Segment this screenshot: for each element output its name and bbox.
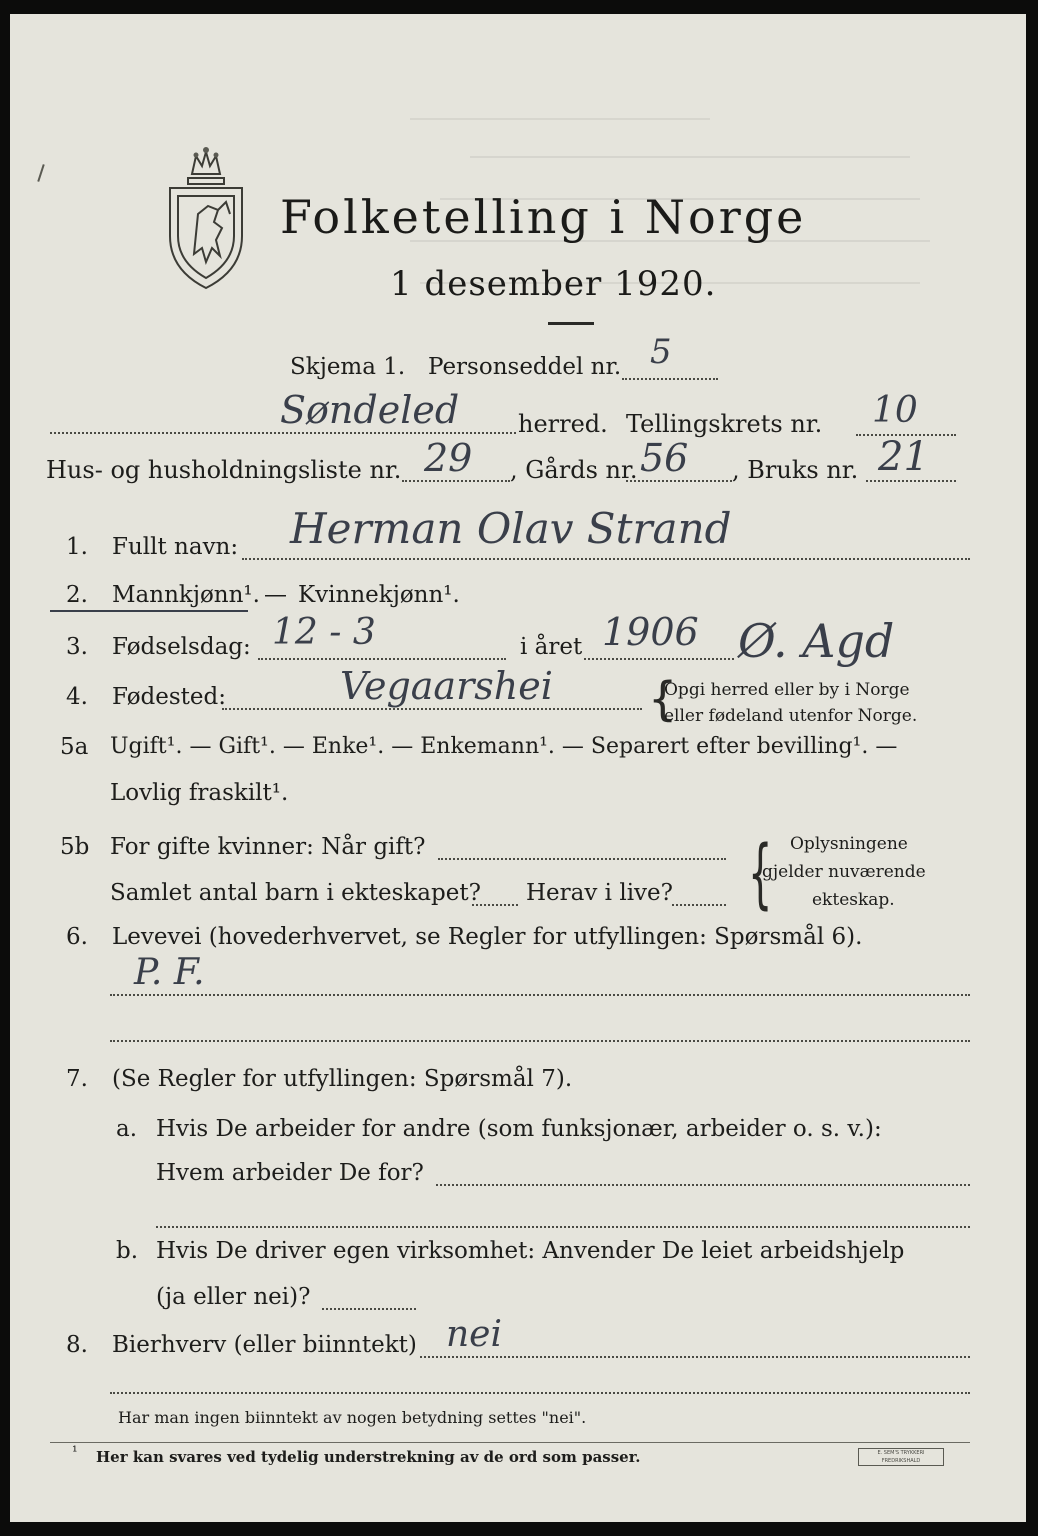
margin-mark	[37, 164, 44, 182]
q8-label: Bierhverv (eller biinntekt)	[112, 1332, 417, 1358]
herred-label: herred.	[518, 410, 608, 438]
q4-hint-line1: Opgi herred eller by i Norge	[664, 680, 910, 700]
q5b-children-field-line	[472, 904, 518, 906]
q2-male-underline	[50, 610, 248, 612]
page-title: Folketelling i Norge	[280, 190, 807, 244]
q3-year-label: i året	[520, 634, 583, 660]
printer-stamp: E. SEM'S TRYKKERI FREDRIKSHALD	[858, 1448, 944, 1466]
footnote-divider	[50, 1442, 970, 1443]
bruks-field-line	[866, 480, 956, 482]
q1-label: Fullt navn:	[112, 534, 239, 560]
q4-brace: {	[648, 672, 678, 726]
q8-value: nei	[446, 1314, 503, 1355]
q2-female: Kvinnekjønn¹.	[298, 582, 460, 608]
personseddel-label: Personseddel nr.	[428, 354, 622, 380]
q3-region-note: Ø. Agd	[738, 614, 895, 668]
tellingskrets-label: Tellingskrets nr.	[626, 410, 823, 438]
q1-full-name: Herman Olav Strand	[290, 504, 732, 553]
husliste-value: 29	[424, 436, 473, 480]
q7a-line1: Hvis De arbeider for andre (som funksjonær, arbeider o. s. v.):	[156, 1116, 882, 1142]
q4-field-line	[222, 708, 642, 710]
q7a-field-line1	[436, 1184, 970, 1186]
norway-coat-of-arms-icon	[160, 144, 252, 294]
tellingskrets-value: 10	[872, 390, 918, 431]
census-form-sheet	[10, 14, 1026, 1522]
skjema-label: Skjema 1.	[290, 354, 406, 380]
q2-separator: —	[264, 582, 287, 608]
census-date: 1 desember 1920.	[390, 264, 717, 304]
q5b-line2: Samlet antal barn i ekteskapet?	[110, 880, 481, 906]
q8-field-line1	[420, 1356, 970, 1358]
no-income-note: Har man ingen biinntekt av nogen betydning settes "nei".	[118, 1408, 587, 1427]
q8-field-line2	[110, 1392, 970, 1394]
q8-number: 8.	[66, 1332, 88, 1358]
q5b-note-line1: Oplysningene	[790, 834, 908, 854]
footnote-mark: ¹	[72, 1444, 78, 1460]
q5b-note-line2: gjelder nuværende	[762, 862, 926, 882]
q3-day-field-line	[258, 658, 506, 660]
q7b-line2: (ja eller nei)?	[156, 1284, 311, 1310]
q1-field-line	[242, 558, 970, 560]
q7a-line2: Hvem arbeider De for?	[156, 1160, 424, 1186]
gards-label: , Gårds nr.	[510, 456, 638, 484]
q7-label: (Se Regler for utfyllingen: Spørsmål 7).	[112, 1066, 573, 1092]
q5a-number: 5a	[60, 734, 89, 760]
q5b-line1: For gifte kvinner: Når gift?	[110, 834, 426, 860]
q5a-options-line1: Ugift¹. — Gift¹. — Enke¹. — Enkemann¹. — Separert efter bevilling¹. —	[110, 734, 898, 759]
q3-label: Fødselsdag:	[112, 634, 251, 660]
q6-label: Levevei (hovederhvervet, se Regler for utfyllingen: Spørsmål 6).	[112, 924, 863, 950]
q2-number: 2.	[66, 582, 88, 608]
title-divider	[548, 322, 594, 325]
q5b-note-line3: ekteskap.	[812, 890, 895, 910]
q7b-letter: b.	[116, 1238, 139, 1264]
q5b-brace: {	[748, 828, 773, 917]
herred-value: Søndeled	[280, 388, 460, 432]
q3-number: 3.	[66, 634, 88, 660]
personseddel-value: 5	[650, 332, 672, 372]
q7-number: 7.	[66, 1066, 88, 1092]
footnote-text: Her kan svares ved tydelig understrekning av de ord som passer.	[96, 1448, 641, 1466]
q4-number: 4.	[66, 684, 88, 710]
herred-field-line	[50, 432, 516, 434]
bruks-value: 21	[878, 434, 929, 480]
q7b-line1: Hvis De driver egen virksomhet: Anvender De leiet arbeidshjelp	[156, 1238, 905, 1264]
q4-birthplace: Vegaarshei	[340, 664, 553, 708]
q7b-field-line	[322, 1308, 416, 1310]
husliste-field-line	[402, 480, 510, 482]
personseddel-field-line	[622, 378, 718, 380]
q6-field-line1	[110, 994, 970, 996]
bruks-label: , Bruks nr.	[732, 456, 859, 484]
q3-year-field-line	[584, 658, 734, 660]
q5b-alive-field-line	[672, 904, 726, 906]
q3-birth-year: 1906	[602, 610, 699, 654]
gards-field-line	[626, 480, 732, 482]
q2-male: Mannkjønn¹.	[112, 582, 260, 608]
q7a-field-line2	[156, 1226, 970, 1228]
q6-occupation: P. F.	[134, 952, 205, 993]
q4-label: Fødested:	[112, 684, 227, 710]
q6-field-line2	[110, 1040, 970, 1042]
husliste-label: Hus- og husholdningsliste nr.	[46, 456, 402, 484]
q7a-letter: a.	[116, 1116, 138, 1142]
q5b-married-field-line	[438, 858, 726, 860]
q1-number: 1.	[66, 534, 88, 560]
q5b-line2b: Herav i live?	[526, 880, 673, 906]
gards-value: 56	[640, 436, 689, 480]
q6-number: 6.	[66, 924, 88, 950]
q3-birth-day: 12 - 3	[272, 612, 376, 653]
q4-hint-line2: eller fødeland utenfor Norge.	[664, 706, 918, 726]
q5b-number: 5b	[60, 834, 90, 860]
q5a-options-line2: Lovlig fraskilt¹.	[110, 780, 289, 806]
